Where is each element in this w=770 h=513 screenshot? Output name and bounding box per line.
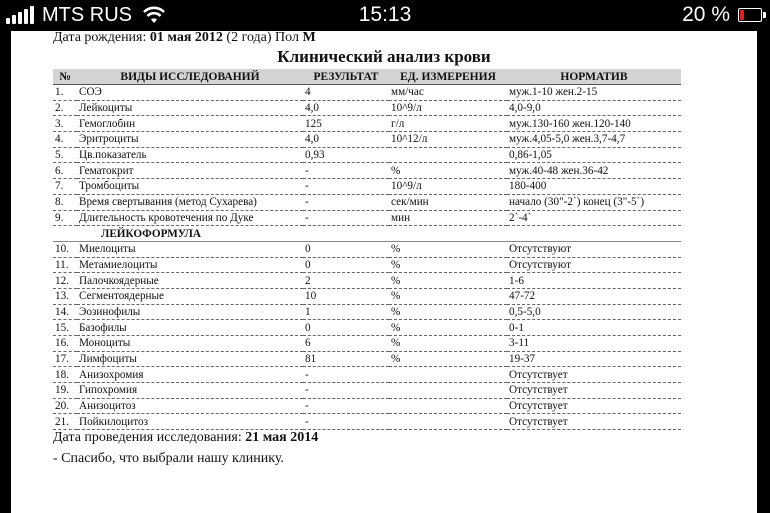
table-header-row: [53, 69, 681, 85]
row-norm: Отсутствуют: [507, 257, 681, 273]
row-num: 7.: [53, 179, 77, 195]
row-num: 15.: [53, 320, 77, 336]
row-result: -: [303, 194, 389, 210]
row-norm: муж.4,05-5,0 жен.3,7-4,7: [507, 132, 681, 148]
row-test-name: Пойкилоцитоз: [77, 414, 303, 430]
row-num: 21.: [53, 414, 77, 430]
row-norm: 1-6: [507, 273, 681, 289]
row-unit: [389, 398, 507, 414]
dob-extra: (2 года) Пол: [222, 31, 303, 45]
study-date-label: Дата проведения исследования:: [53, 430, 246, 445]
row-test-name: Лейкоциты: [77, 100, 303, 116]
study-date-value: 21 мая 2014: [245, 430, 319, 445]
battery-fill: [740, 10, 744, 20]
row-norm: Отсутствует: [507, 383, 681, 399]
header-test: ВИДЫ ИССЛЕДОВАНИЙ: [77, 69, 303, 85]
row-result: -: [303, 163, 389, 179]
table-row: [53, 100, 681, 116]
row-unit: [389, 147, 507, 163]
row-num: 8.: [53, 194, 77, 210]
row-norm: начало (30"-2`) конец (3"-5`): [507, 194, 681, 210]
row-norm: муж.130-160 жен.120-140: [507, 116, 681, 132]
row-result: 4,0: [303, 132, 389, 148]
row-test-name: Длительность кровотечения по Дуке: [77, 210, 303, 226]
row-test-name: Цв.показатель: [77, 147, 303, 163]
status-right: [682, 3, 762, 27]
row-unit: %: [389, 351, 507, 367]
table-row: [53, 398, 681, 414]
row-test-name: Миелоциты: [77, 241, 303, 257]
row-test-name: Гемоглобин: [77, 116, 303, 132]
row-unit: [389, 383, 507, 399]
row-unit: 10^9/л: [389, 100, 507, 116]
row-result: 4: [303, 85, 389, 101]
row-test-name: Время свертывания (метод Сухарева): [77, 194, 303, 210]
row-num: 19.: [53, 383, 77, 399]
row-norm: 0,5-5,0: [507, 304, 681, 320]
table-row: [53, 351, 681, 367]
section-num-cell: [53, 226, 77, 242]
table-row: [53, 383, 681, 399]
row-result: 6: [303, 336, 389, 352]
table-row: [53, 116, 681, 132]
row-num: 1.: [53, 85, 77, 101]
table-row: [53, 210, 681, 226]
table-row: [53, 194, 681, 210]
row-unit: %: [389, 257, 507, 273]
dob-value: 01 мая 2012: [149, 31, 223, 45]
status-time: 15:13: [358, 3, 412, 26]
row-unit: сек/мин: [389, 194, 507, 210]
table-row: [53, 273, 681, 289]
row-norm: 0-1: [507, 320, 681, 336]
row-test-name: Гипохромия: [77, 383, 303, 399]
row-result: 0,93: [303, 147, 389, 163]
table-row: [53, 85, 681, 101]
row-test-name: Сегментоядерные: [77, 288, 303, 304]
header-result: РЕЗУЛЬТАТ: [303, 69, 389, 85]
row-norm: муж.40-48 жен.36-42: [507, 163, 681, 179]
row-result: 0: [303, 257, 389, 273]
row-num: 18.: [53, 367, 77, 383]
row-unit: мм/час: [389, 85, 507, 101]
row-result: -: [303, 383, 389, 399]
document-page: [11, 31, 757, 513]
document-title: Клинический анализ крови: [277, 47, 491, 66]
row-num: 9.: [53, 210, 77, 226]
sex-value: М: [302, 31, 316, 45]
row-norm: 180-400: [507, 179, 681, 195]
row-result: -: [303, 210, 389, 226]
row-num: 2.: [53, 100, 77, 116]
header-norm: НОРМАТИВ: [507, 69, 681, 85]
thanks-line: - Спасибо, что выбрали нашу клинику.: [53, 451, 284, 466]
row-test-name: СОЭ: [77, 85, 303, 101]
row-result: 0: [303, 320, 389, 336]
row-unit: %: [389, 304, 507, 320]
row-norm: 3-11: [507, 336, 681, 352]
table-row: [53, 367, 681, 383]
table-row: [53, 132, 681, 148]
section-row: [53, 226, 681, 242]
row-unit: г/л: [389, 116, 507, 132]
table-row: [53, 336, 681, 352]
study-date-line: [53, 430, 318, 446]
battery-low-icon: [738, 8, 762, 22]
row-test-name: Эозинофилы: [77, 304, 303, 320]
header-unit: ЕД. ИЗМЕРЕНИЯ: [389, 69, 507, 85]
row-unit: %: [389, 320, 507, 336]
row-norm: 0,86-1,05: [507, 147, 681, 163]
row-num: 16.: [53, 336, 77, 352]
row-test-name: Базофилы: [77, 320, 303, 336]
table-row: [53, 163, 681, 179]
row-unit: [389, 367, 507, 383]
row-norm: Отсутствует: [507, 398, 681, 414]
row-num: 11.: [53, 257, 77, 273]
table-row: [53, 288, 681, 304]
section-title: ЛЕЙКОФОРМУЛА: [77, 226, 681, 242]
row-num: 14.: [53, 304, 77, 320]
table-row: [53, 179, 681, 195]
row-test-name: Палочкоядерные: [77, 273, 303, 289]
header-num: №: [53, 69, 77, 85]
row-unit: %: [389, 336, 507, 352]
row-result: 1: [303, 304, 389, 320]
row-unit: мин: [389, 210, 507, 226]
row-test-name: Лимфоциты: [77, 351, 303, 367]
table-row: [53, 241, 681, 257]
row-num: 12.: [53, 273, 77, 289]
dob-label: Дата рождения:: [53, 31, 150, 45]
row-unit: 10^9/л: [389, 179, 507, 195]
row-test-name: Анизохромия: [77, 367, 303, 383]
row-norm: муж.1-10 жен.2-15: [507, 85, 681, 101]
row-unit: %: [389, 273, 507, 289]
row-norm: 19-37: [507, 351, 681, 367]
row-num: 3.: [53, 116, 77, 132]
row-result: 81: [303, 351, 389, 367]
row-unit: %: [389, 288, 507, 304]
row-unit: 10^12/л: [389, 132, 507, 148]
battery-percent: 20 %: [682, 3, 730, 26]
row-num: 13.: [53, 288, 77, 304]
row-test-name: Тромбоциты: [77, 179, 303, 195]
row-num: 17.: [53, 351, 77, 367]
table-row: [53, 257, 681, 273]
blood-test-table: [53, 69, 681, 430]
row-result: -: [303, 414, 389, 430]
row-num: 4.: [53, 132, 77, 148]
table-row: [53, 320, 681, 336]
row-norm: Отсутствует: [507, 367, 681, 383]
row-result: 4,0: [303, 100, 389, 116]
row-unit: %: [389, 241, 507, 257]
row-test-name: Моноциты: [77, 336, 303, 352]
row-result: 10: [303, 288, 389, 304]
status-bar: [0, 0, 770, 31]
row-norm: Отсутствует: [507, 414, 681, 430]
row-result: 125: [303, 116, 389, 132]
row-unit: %: [389, 163, 507, 179]
row-num: 6.: [53, 163, 77, 179]
row-unit: [389, 414, 507, 430]
row-result: -: [303, 367, 389, 383]
date-of-birth-line: [53, 31, 316, 46]
table-row: [53, 147, 681, 163]
row-result: 0: [303, 241, 389, 257]
row-num: 5.: [53, 147, 77, 163]
row-result: 2: [303, 273, 389, 289]
row-result: -: [303, 179, 389, 195]
row-test-name: Гематокрит: [77, 163, 303, 179]
row-test-name: Анизоцитоз: [77, 398, 303, 414]
row-norm: 2`-4`: [507, 210, 681, 226]
row-norm: 4,0-9,0: [507, 100, 681, 116]
row-norm: 47-72: [507, 288, 681, 304]
table-row: [53, 304, 681, 320]
row-num: 20.: [53, 398, 77, 414]
table-row: [53, 414, 681, 430]
row-num: 10.: [53, 241, 77, 257]
carrier-name: MTS RUS: [42, 4, 132, 26]
row-norm: Отсутствуют: [507, 241, 681, 257]
row-test-name: Эритроциты: [77, 132, 303, 148]
row-result: -: [303, 398, 389, 414]
row-test-name: Метамиелоциты: [77, 257, 303, 273]
